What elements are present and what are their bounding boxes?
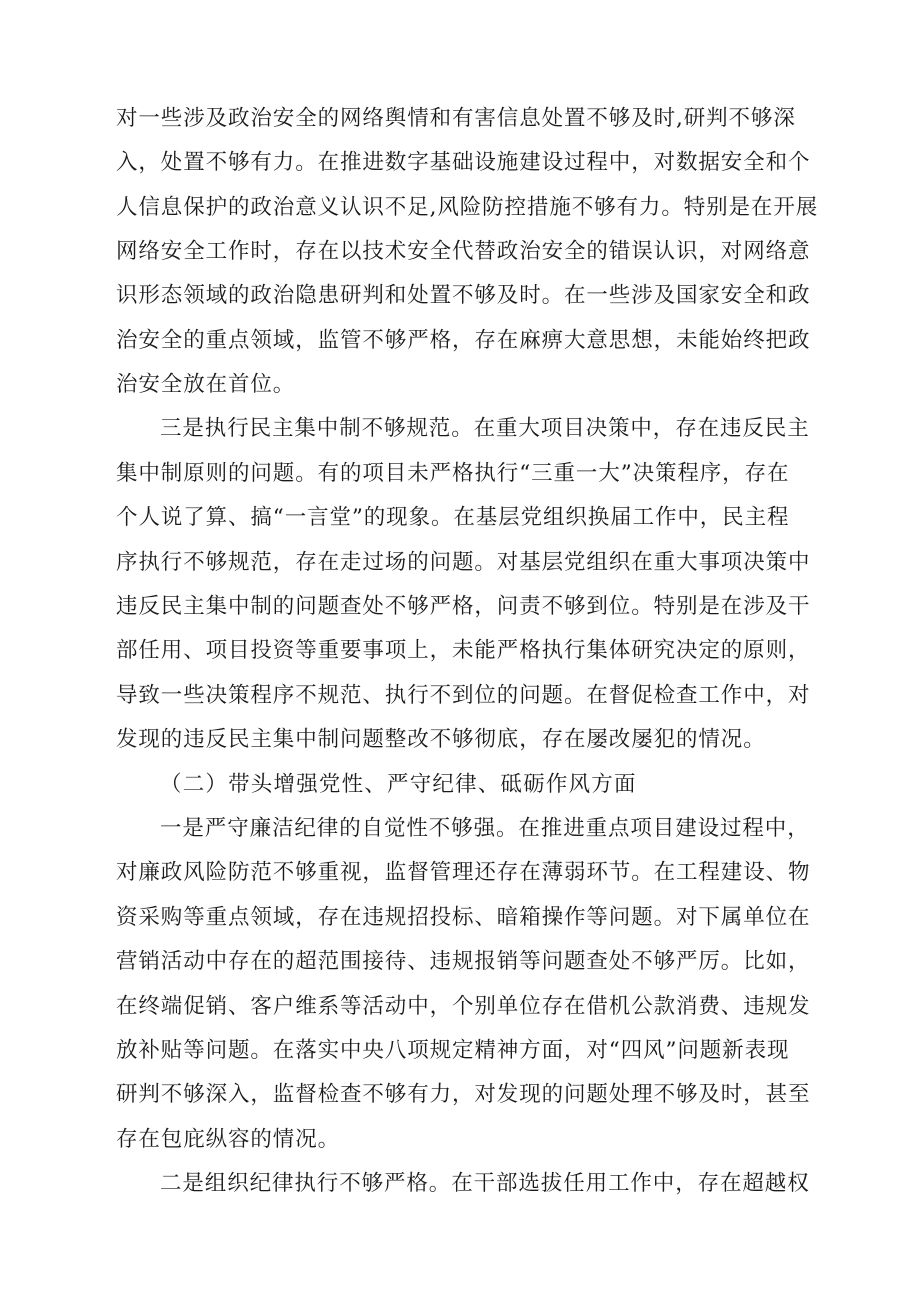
text-line: 个人说了算、搞“一言堂”的现象。在基层党组织换届工作中，民主程 <box>116 505 790 530</box>
text-line: 研判不够深入，监督检查不够有力，对发现的问题处理不够及时，甚至 <box>116 1082 811 1107</box>
paragraph-start-line: 三是执行民主集中制不够规范。在重大项目决策中，存在违反民主 <box>160 416 810 441</box>
text-line: 集中制原则的问题。有的项目未严格执行“三重一大”决策程序，存在 <box>116 461 790 486</box>
paragraph-start-line: 一是严守廉洁纪律的自觉性不够强。在推进重点项目建设过程中， <box>160 816 810 841</box>
text-line: 放补贴等问题。在落实中央八项规定精神方面，对“四风”问题新表现 <box>116 1038 790 1063</box>
text-line: 资采购等重点领域，存在违规招投标、暗箱操作等问题。对下属单位在 <box>116 905 811 930</box>
text-line: 发现的违反民主集中制问题整改不够彻底，存在屡改屡犯的情况。 <box>116 727 766 752</box>
section-heading: （二）带头增强党性、严守纪律、砥砺作风方面 <box>160 772 637 797</box>
text-line: 部任用、项目投资等重要事项上，未能严格执行集体研究决定的原则， <box>116 638 811 663</box>
text-line: 入，处置不够有力。在推进数字基础设施建设过程中，对数据安全和个 <box>116 150 811 175</box>
text-line: 序执行不够规范，存在走过场的问题。对基层党组织在重大事项决策中 <box>116 550 811 575</box>
text-line: 识形态领域的政治隐患研判和处置不够及时。在一些涉及国家安全和政 <box>116 283 811 308</box>
text-line: 营销活动中存在的超范围接待、违规报销等问题查处不够严厉。比如， <box>116 949 811 974</box>
text-line: 存在包庇纵容的情况。 <box>116 1127 341 1152</box>
text-line: 对廉政风险防范不够重视，监督管理还存在薄弱环节。在工程建设、物 <box>116 860 811 885</box>
text-line: 在终端促销、客户维系等活动中，个别单位存在借机公款消费、违规发 <box>116 994 811 1019</box>
text-line: 治安全放在首位。 <box>116 372 296 397</box>
text-line: 导致一些决策程序不规范、执行不到位的问题。在督促检查工作中，对 <box>116 683 811 708</box>
text-line: 违反民主集中制的问题查处不够严格，问责不够到位。特别是在涉及干 <box>116 594 811 619</box>
text-line: 人信息保护的政治意义认识不足,风险防控措施不够有力。特别是在开展 <box>116 195 819 220</box>
text-line: 网络安全工作时，存在以技术安全代替政治安全的错误认识，对网络意 <box>116 239 811 264</box>
text-line: 对一些涉及政治安全的网络舆情和有害信息处置不够及时,研判不够深 <box>116 106 796 131</box>
paragraph-start-line: 二是组织纪律执行不够严格。在干部选拔任用工作中，存在超越权 <box>160 1171 810 1196</box>
text-line: 治安全的重点领域，监管不够严格，存在麻痹大意思想，未能始终把政 <box>116 328 811 353</box>
